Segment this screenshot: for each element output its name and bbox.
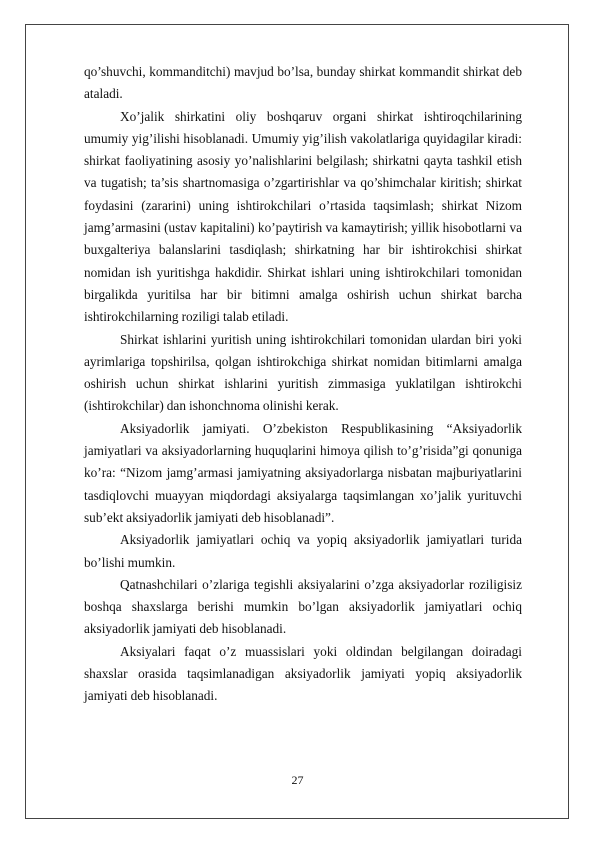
paragraph-continuation: qo’shuvchi, kommanditchi) mavjud bo’lsa, bunday shirkat kommandit shirkat deb ataladi. bbox=[84, 64, 522, 102]
paragraph-business-management: Shirkat ishlarini yuritish uning ishtirokchilari tomonidan ulardan biri yoki ayrimlariga topshirilsa, qolgan ishtirokchiga shirkat nomidan bitimlarni amalga oshirish uchun shirkat ishlarini yuritish zimmasiga yuklatilgan ishtirokchi (ishtirokchilar) dan ishonchnoma olinishi kerak. bbox=[84, 331, 522, 414]
paragraph-open-company: Qatnashchilari o’zlariga tegishli aksiyalarini o’zga aksiyadorlar roziligisiz boshqa shaxslarga berishi mumkin bo’lgan aksiyadorlik jamiyatlari ochiq aksiyadorlik jamiyati deb hisoblanadi. bbox=[84, 576, 522, 637]
document-body bbox=[84, 61, 522, 708]
paragraph-company-types: Aksiyadorlik jamiyatlari ochiq va yopiq aksiyadorlik jamiyatlari turida bo’lishi mumkin. bbox=[84, 532, 522, 570]
page-number: 27 bbox=[291, 773, 304, 787]
paragraph-general-meeting: Xo’jalik shirkatini oliy boshqaruv organi shirkat ishtiroqchilarining umumiy yig’ilishi hisoblanadi. Umumiy yig’ilish vakolatlariga quyidagilar kiradi: shirkat faoliyatining asosiy yo’nalishlarini belgilash; shirkatni qayta tashkil etish va tugatish; ta’sis shartnomasiga o’zgartirishlar va qo’shimchalar kiritish; shirkat foydasini (zararini) uning ishtirokchilari o’rtasida taqsimlash; shirkat Nizom jamg’armasini (ustav kapitalini) ko’paytirish va kamaytirish; yillik hisobotlarni va buxgalteriya balanslarini tasdiqlash; shirkatning har bir ishtirokchisi shirkat nomidan ish yuritishga hakdidir. Shirkat ishlari uning ishtirokchilari tomonidan birgalikda yuritilsa har bir bitimni amalga oshirish uchun shirkat barcha ishtirokchilarning roziligi talab etiladi. bbox=[84, 108, 522, 325]
paragraph-joint-stock-company: Aksiyadorlik jamiyati. O’zbekiston Respublikasining “Aksiyadorlik jamiyatlari va aksiyadorlarning huquqlarini himoya qilish to’g’risida”gi qonuniga ko’ra: “Nizom jamg’armasi jamiyatning aksiyadorlarga nisbatan majburiyatlarini tasdiqlovchi muayyan miqdordagi aksiyalarga taqsimlangan xo’jalik yurituvchi sub’ekt aksiyadorlik jamiyati deb hisoblanadi”. bbox=[84, 420, 522, 525]
paragraph-closed-company: Aksiyalari faqat o’z muassislari yoki oldindan belgilangan doiradagi shaxslar orasida taqsimlanadigan aksiyadorlik jamiyati yopiq aksiyadorlik jamiyati deb hisoblanadi. bbox=[84, 643, 522, 704]
